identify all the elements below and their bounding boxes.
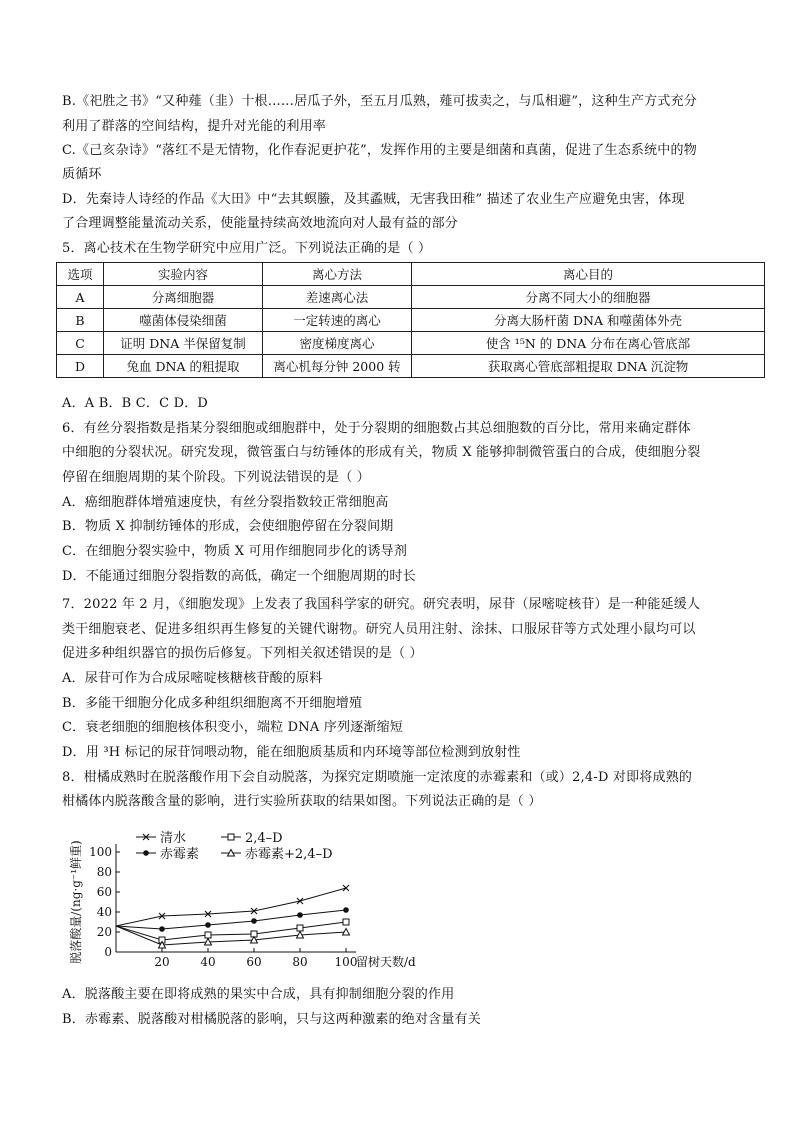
series-line bbox=[116, 926, 346, 945]
option-b-line1: B.《祀胜之书》“又种薤（韭）十根……居瓜子外，至五月瓜熟，薤可拔卖之，与瓜相避”，这种生产方式充分 bbox=[62, 94, 697, 109]
q8-stem-line1: 8．柑橘成熟时在脱落酸作用下会自动脱落，为探究定期喷施一定浓度的赤霉素和（或）2,4-D 对即将成熟的 bbox=[62, 770, 693, 785]
q5-stem: 5．离心技术在生物学研究中应用广泛。下列说法正确的是（ ） bbox=[62, 241, 432, 256]
q6-option-d: D．不能通过细胞分裂指数的高低，确定一个细胞周期的时长 bbox=[62, 569, 416, 584]
q5-choices: A．A B．B C．C D．D bbox=[62, 396, 209, 411]
table-row bbox=[57, 309, 765, 332]
table-cell: 分离细胞器 bbox=[104, 286, 263, 309]
table-header-row bbox=[57, 263, 765, 286]
x-tick-label: 100 bbox=[334, 955, 358, 969]
y-tick-label: 100 bbox=[89, 845, 112, 859]
table-cell: C bbox=[57, 332, 104, 355]
q8-option-a: A．脱落酸主要在即将成熟的果实中合成，具有抑制细胞分裂的作用 bbox=[62, 987, 455, 1002]
q6-option-c: C．在细胞分裂实验中，物质 X 可用作细胞同步化的诱导剂 bbox=[62, 544, 408, 559]
data-point-dot bbox=[343, 907, 349, 913]
table-cell: A bbox=[57, 286, 104, 309]
series-dot bbox=[116, 907, 349, 932]
legend-label: 2,4–D bbox=[245, 831, 283, 846]
table-row bbox=[57, 332, 765, 355]
q5-table bbox=[56, 262, 765, 378]
data-point-square bbox=[343, 919, 349, 925]
data-point-x bbox=[343, 885, 349, 891]
abscisic-acid-line-chart bbox=[66, 826, 466, 976]
x-tick-label: 80 bbox=[292, 955, 308, 969]
table-cell: 证明 DNA 半保留复制 bbox=[104, 332, 263, 355]
table-cell: 离心机每分钟 2000 转 bbox=[263, 355, 412, 378]
q7-option-c: C．衰老细胞的细胞核体积变小，端粒 DNA 序列逐渐缩短 bbox=[62, 720, 403, 735]
option-b-line2: 利用了群落的空间结构，提升对光能的利用率 bbox=[62, 119, 327, 134]
table-header: 离心目的 bbox=[412, 263, 765, 286]
chart-series bbox=[116, 885, 350, 948]
x-axis-label: 留树天数/d bbox=[356, 955, 416, 969]
table-cell: 一定转速的离心 bbox=[263, 309, 412, 332]
data-point-square bbox=[205, 932, 211, 938]
q6-stem-line1: 6．有丝分裂指数是指某分裂细胞或细胞群中，处于分裂期的细胞数占其总细胞数的百分比，常用来确定群体 bbox=[62, 421, 691, 436]
option-d-line1: D．先秦诗人诗经的作品《大田》中“去其螟螣，及其蟊贼，无害我田稚” 描述了农业生产应避免虫害，体现 bbox=[62, 192, 685, 207]
option-c-line1: C.《己亥杂诗》“落红不是无情物，化作春泥更护花”，发挥作用的主要是细菌和真菌，促进了生态系统中的物 bbox=[62, 143, 697, 158]
table-cell: 噬菌体侵染细菌 bbox=[104, 309, 263, 332]
q7-option-b: B．多能干细胞分化成多种组织细胞离不开细胞增殖 bbox=[62, 696, 363, 711]
x-tick-label: 20 bbox=[154, 955, 170, 969]
legend-label: 清水 bbox=[160, 831, 187, 846]
table-cell: 使含 ¹⁵N 的 DNA 分布在离心管底部 bbox=[412, 332, 765, 355]
chart-legend bbox=[136, 830, 333, 862]
q7-stem-line3: 促进多种组织器官的损伤后修复。下列相关叙述错误的是（ ） bbox=[62, 646, 423, 661]
q6-stem-line3: 停留在细胞周期的某个阶段。下列说法错误的是（ ） bbox=[62, 470, 370, 485]
q7-option-d: D．用 ³H 标记的尿苷饲喂动物，能在细胞质基质和内环境等部位检测到放射性 bbox=[62, 745, 521, 760]
q8-option-b: B．赤霉素、脱落酸对柑橘脱落的影响，只与这两种激素的绝对含量有关 bbox=[62, 1012, 481, 1027]
y-axis-label: 脱落酸量/(ng·g⁻¹鲜重) bbox=[69, 840, 83, 964]
y-tick-label: 0 bbox=[104, 945, 112, 959]
table-header: 离心方法 bbox=[263, 263, 412, 286]
data-point-dot bbox=[297, 912, 303, 918]
table-cell: 兔血 DNA 的粗提取 bbox=[104, 355, 263, 378]
table-cell: 差速离心法 bbox=[263, 286, 412, 309]
legend-label: 赤霉素+2,4–D bbox=[245, 847, 333, 862]
y-tick-label: 40 bbox=[96, 905, 112, 919]
x-tick-label: 40 bbox=[200, 955, 216, 969]
data-point-dot bbox=[143, 850, 149, 856]
table-header: 选项 bbox=[57, 263, 104, 286]
option-c-line2: 质循环 bbox=[62, 167, 102, 182]
data-point-dot bbox=[159, 926, 165, 932]
x-tick-label: 60 bbox=[246, 955, 262, 969]
data-point-dot bbox=[205, 922, 211, 928]
q6-option-b: B．物质 X 抑制纺锤体的形成，会使细胞停留在分裂间期 bbox=[62, 519, 394, 534]
series-line bbox=[116, 922, 346, 940]
y-tick-label: 20 bbox=[96, 925, 112, 939]
data-point-square bbox=[297, 925, 303, 931]
q6-stem-line2: 中细胞的分裂状况。研究发现，微管蛋白与纺锤体的形成有关，物质 X 能够抑制微管蛋白的合成，使细胞分裂 bbox=[62, 445, 701, 460]
table-row bbox=[57, 355, 765, 378]
q7-stem-line1: 7．2022 年 2 月，《细胞发现》上发表了我国科学家的研究。研究表明，尿苷（尿嘧啶核苷）是一种能延缓人 bbox=[62, 597, 701, 612]
y-tick-label: 60 bbox=[96, 885, 112, 899]
table-cell: 分离不同大小的细胞器 bbox=[412, 286, 765, 309]
q8-stem-line2: 柑橘体内脱落酸含量的影响，进行实验所获取的结果如图。下列说法正确的是（ ） bbox=[62, 794, 542, 809]
q7-stem-line2: 类干细胞衰老、促进多组织再生修复的关键代谢物。研究人员用注射、涂抹、口服尿苷等方式处理小鼠均可以 bbox=[62, 622, 696, 637]
y-tick-label: 80 bbox=[96, 865, 112, 879]
table-cell: 分离大肠杆菌 DNA 和噬菌体外壳 bbox=[412, 309, 765, 332]
q7-option-a: A．尿苷可作为合成尿嘧啶核糖核苷酸的原料 bbox=[62, 671, 323, 686]
table-cell: 获取离心管底部粗提取 DNA 沉淀物 bbox=[412, 355, 765, 378]
table-cell: 密度梯度离心 bbox=[263, 332, 412, 355]
option-d-line2: 了合理调整能量流动关系，使能量持续高效地流向对人最有益的部分 bbox=[62, 216, 459, 231]
series-x bbox=[116, 885, 349, 926]
chart-axes bbox=[68, 840, 416, 969]
q6-option-a: A．癌细胞群体增殖速度快，有丝分裂指数较正常细胞高 bbox=[62, 495, 389, 510]
data-point-dot bbox=[251, 918, 257, 924]
data-point-square bbox=[228, 834, 234, 840]
series-line bbox=[116, 888, 346, 926]
table-cell: D bbox=[57, 355, 104, 378]
table-header: 实验内容 bbox=[104, 263, 263, 286]
legend-label: 赤霉素 bbox=[160, 847, 200, 862]
table-row bbox=[57, 286, 765, 309]
table-cell: B bbox=[57, 309, 104, 332]
